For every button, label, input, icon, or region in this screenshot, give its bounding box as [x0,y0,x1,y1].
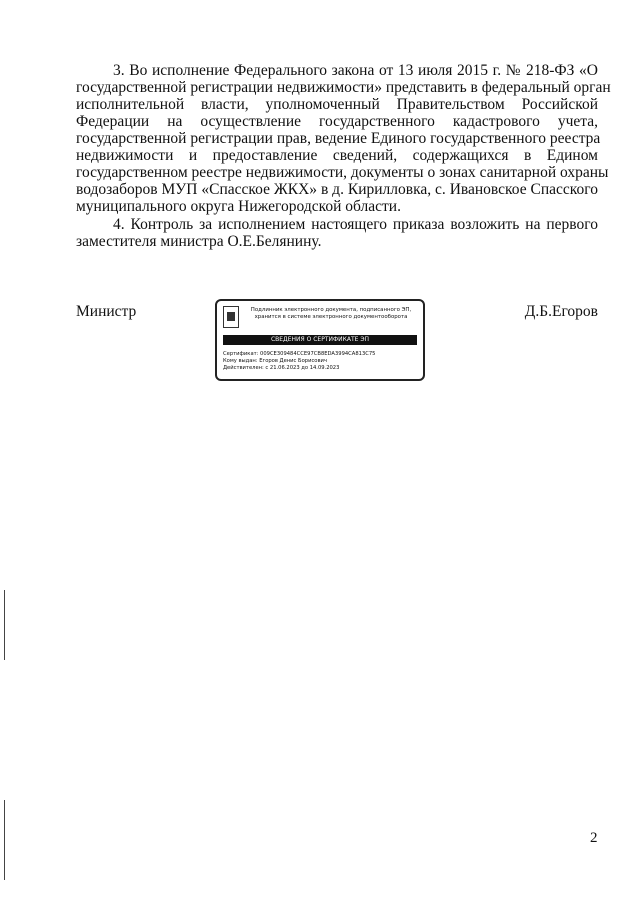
e-signature-stamp [215,299,425,381]
stamp-issued-to: Кому выдан: Егоров Денис Борисович [223,358,327,364]
stamp-title: СВЕДЕНИЯ О СЕРТИФИКАТЕ ЭП [223,335,417,345]
text-line: муниципального округа Нижегородской области. [76,198,401,215]
signatory-name: Д.Б.Егоров [524,303,598,320]
stamp-note: Подлинник электронного документа, подписанного ЭП, хранится в системе электронного документооборота [250,307,412,320]
stamp-certificate: Сертификат: 009CE309484CCE97CB8EDA3994CA813C75 [223,351,376,357]
text-line: 3. Во исполнение Федерального закона от 13 июля 2015 г. № 218-ФЗ «О [113,62,598,79]
text-line: государственной регистрации прав, ведение Единого государственного реестра [76,130,601,147]
text-line: государственной регистрации недвижимости» представить в федеральный орган [76,79,611,96]
text-line: заместителя министра О.Е.Белянину. [76,233,322,250]
text-line: 4. Контроль за исполнением настоящего приказа возложить на первого [113,216,598,233]
scan-artifact [4,590,5,660]
text-line: водозаборов МУП «Спасское ЖКХ» в д. Кирилловка, с. Ивановское Спасского [76,181,598,198]
text-line: Федерации на осуществление государственного кадастрового учета, [76,113,598,130]
signatory-position: Министр [76,303,137,320]
text-line: исполнительной власти, уполномоченный Правительством Российской [76,96,598,113]
text-line: недвижимости и предоставление сведений, содержащихся в Едином [76,147,598,164]
page-number: 2 [590,830,598,846]
stamp-validity: Действителен: с 21.06.2023 до 14.09.2023 [223,365,340,371]
text-line: государственном реестре недвижимости, документы о зонах санитарной охраны [76,164,609,181]
scan-artifact [4,800,5,880]
coat-of-arms-icon [223,306,239,328]
